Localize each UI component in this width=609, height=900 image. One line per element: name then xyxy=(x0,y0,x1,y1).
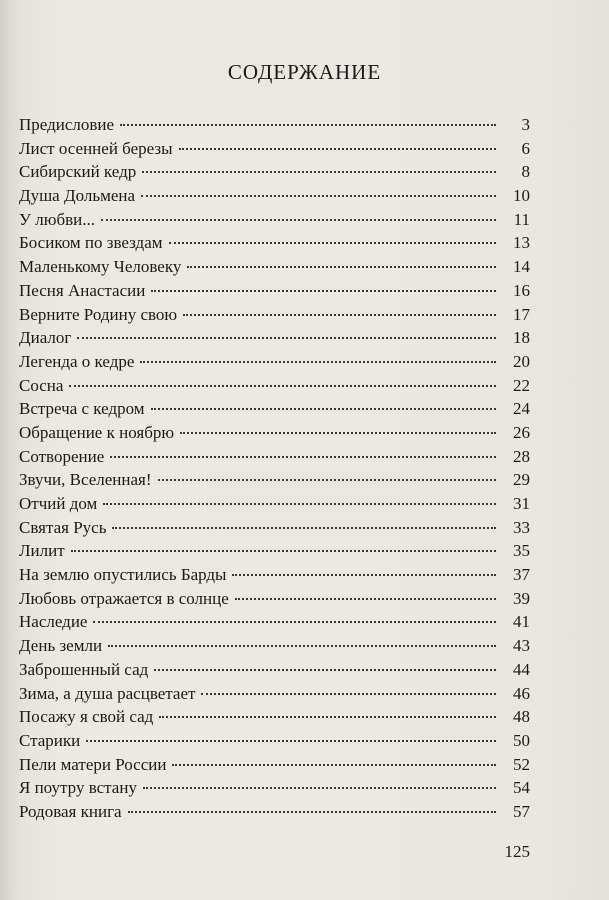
dot-leader xyxy=(110,456,496,458)
toc-entry-page: 26 xyxy=(513,422,530,442)
toc-entry-page: 8 xyxy=(521,162,530,182)
toc-entry-title: Любовь отражается в солнце xyxy=(19,588,229,608)
toc-entry-page: 20 xyxy=(513,351,530,371)
dot-leader xyxy=(201,693,496,695)
dot-leader xyxy=(180,432,496,434)
dot-leader xyxy=(93,621,496,623)
toc-entry-page: 10 xyxy=(513,186,530,206)
toc-entry-title: Душа Дольмена xyxy=(19,186,136,206)
dot-leader xyxy=(103,503,496,505)
dot-leader xyxy=(69,385,496,387)
toc-entry-title: Заброшенный сад xyxy=(19,659,149,679)
toc-entry-page: 24 xyxy=(513,399,530,419)
dot-leader xyxy=(71,550,496,552)
toc-entry-title: Зима, а душа расцветает xyxy=(19,683,196,703)
dot-leader xyxy=(187,266,496,268)
toc-entry xyxy=(19,587,530,611)
toc-entry-title: Звучи, Вселенная! xyxy=(19,470,152,490)
toc-entry xyxy=(19,137,530,161)
toc-entry-page: 48 xyxy=(513,707,530,727)
toc-entry xyxy=(19,658,530,682)
toc-entry-title: Пели матери России xyxy=(19,754,167,774)
toc-entry-title: Маленькому Человеку xyxy=(19,257,182,277)
toc-entry xyxy=(19,184,530,208)
page-number: 125 xyxy=(504,842,530,861)
toc-entry-title: Лист осенней березы xyxy=(19,138,173,158)
toc-entry-title: Песня Анастасии xyxy=(19,280,146,300)
toc-entry xyxy=(19,350,530,374)
dot-leader xyxy=(101,219,496,221)
toc-entry-title: Диалог xyxy=(19,328,72,348)
toc-entry xyxy=(19,634,530,658)
toc-entry-page: 11 xyxy=(513,209,530,229)
toc-entry-page: 17 xyxy=(513,304,530,324)
toc-entry-title: Лилит xyxy=(19,541,65,561)
toc-entry-title: Верните Родину свою xyxy=(19,304,178,324)
dot-leader xyxy=(154,669,496,671)
dot-leader xyxy=(128,811,496,813)
toc-entry xyxy=(19,397,530,421)
dot-leader xyxy=(179,148,496,150)
toc-entry-page: 18 xyxy=(513,328,530,348)
toc-entry-page: 31 xyxy=(513,494,530,513)
dot-leader xyxy=(112,527,496,529)
toc-entry xyxy=(19,445,530,469)
toc-entry xyxy=(19,682,530,706)
toc-entry xyxy=(19,279,530,303)
toc-entry xyxy=(19,539,530,563)
dot-leader xyxy=(86,740,496,742)
toc-entry xyxy=(19,231,530,255)
toc-entry-page: 50 xyxy=(513,730,530,750)
toc-entry xyxy=(19,421,530,445)
toc-entry-page: 16 xyxy=(513,280,530,300)
dot-leader xyxy=(151,408,496,410)
toc-entry-title: Сибирский кедр xyxy=(19,162,137,182)
dot-leader xyxy=(159,716,496,718)
toc-entry-page: 28 xyxy=(513,446,530,466)
toc-entry xyxy=(19,255,530,279)
dot-leader xyxy=(108,645,496,647)
toc-entry-title: Святая Русь xyxy=(19,517,107,537)
dot-leader xyxy=(183,314,496,316)
dot-leader xyxy=(151,290,496,292)
page-title: СОДЕРЖАНИЕ xyxy=(227,60,382,84)
toc-entry-title: Сотворение xyxy=(19,446,105,466)
table-of-contents xyxy=(19,113,530,824)
toc-entry xyxy=(19,113,530,137)
toc-entry-title: Босиком по звездам xyxy=(19,233,163,253)
toc-entry-title: Я поутру встану xyxy=(19,778,137,798)
dot-leader xyxy=(77,337,496,339)
toc-entry-page: 52 xyxy=(513,754,530,774)
dot-leader xyxy=(141,195,496,197)
toc-entry xyxy=(19,160,530,184)
toc-entry-page: 41 xyxy=(513,612,530,632)
toc-entry-page: 29 xyxy=(513,470,530,490)
toc-entry-page: 37 xyxy=(513,565,530,585)
toc-entry-title: Сосна xyxy=(19,375,64,395)
toc-entry-title: Встреча с кедром xyxy=(19,399,145,419)
toc-entry-page: 13 xyxy=(513,233,530,253)
toc-entry xyxy=(19,563,530,587)
toc-entry-title: На землю опустились Барды xyxy=(19,565,227,585)
toc-entry-title: У любви... xyxy=(19,209,95,229)
toc-entry-page: 44 xyxy=(513,659,530,679)
toc-entry-page: 39 xyxy=(513,588,530,608)
toc-entry-title: Посажу я свой сад xyxy=(19,707,154,727)
toc-entry xyxy=(19,303,530,327)
toc-entry-page: 14 xyxy=(513,257,530,277)
toc-entry-title: Наследие xyxy=(19,612,88,632)
dot-leader xyxy=(235,598,496,600)
toc-entry-page: 46 xyxy=(513,683,530,703)
toc-entry-title: Легенда о кедре xyxy=(19,351,135,371)
toc-entry-title: Отчий дом xyxy=(19,494,98,513)
toc-entry xyxy=(19,492,530,516)
toc-entry xyxy=(19,705,530,729)
dot-leader xyxy=(172,764,496,766)
dot-leader xyxy=(169,242,496,244)
toc-entry xyxy=(19,753,530,777)
toc-entry-page: 43 xyxy=(513,636,530,656)
dot-leader xyxy=(232,574,496,576)
toc-entry xyxy=(19,374,530,398)
toc-entry-page: 33 xyxy=(513,517,530,537)
toc-entry-title: Родовая книга xyxy=(19,801,122,821)
toc-entry xyxy=(19,468,530,492)
toc-entry xyxy=(19,516,530,540)
toc-entry-page: 3 xyxy=(521,115,530,134)
toc-entry-title: Старики xyxy=(19,730,81,750)
toc-entry-title: Предисловие xyxy=(19,115,115,134)
toc-entry-page: 6 xyxy=(521,138,530,158)
toc-entry xyxy=(19,800,530,824)
dot-leader xyxy=(142,171,496,173)
dot-leader xyxy=(158,479,497,481)
toc-entry-page: 57 xyxy=(513,801,530,821)
toc-entry xyxy=(19,208,530,232)
dot-leader xyxy=(143,787,496,789)
toc-entry xyxy=(19,776,530,800)
dot-leader xyxy=(140,361,496,363)
toc-entry-page: 54 xyxy=(513,778,530,798)
toc-entry xyxy=(19,326,530,350)
dot-leader xyxy=(120,124,496,126)
toc-entry-title: День земли xyxy=(19,636,103,656)
toc-entry xyxy=(19,729,530,753)
toc-entry-page: 35 xyxy=(513,541,530,561)
toc-entry-title: Обращение к ноябрю xyxy=(19,422,175,442)
toc-entry xyxy=(19,610,530,634)
toc-entry-page: 22 xyxy=(513,375,530,395)
